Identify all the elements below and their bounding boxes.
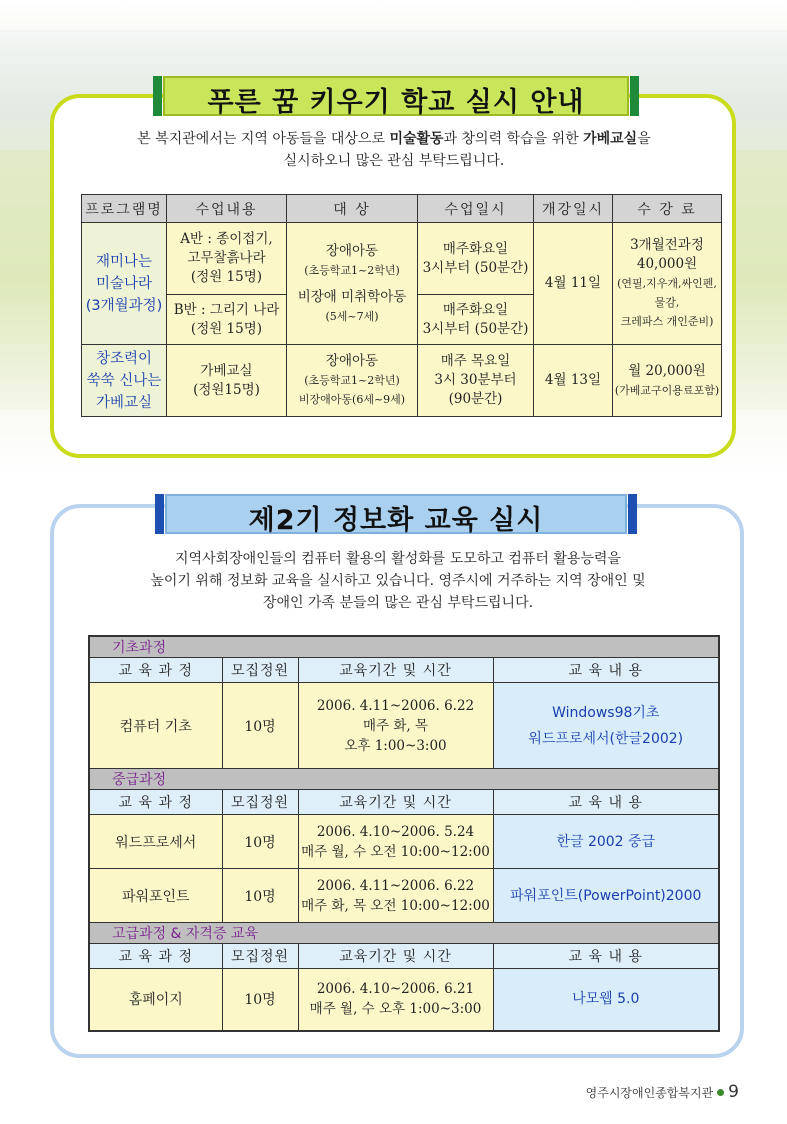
fee-line: (가베교구이용료포함) [614, 383, 720, 397]
intro-text: 지역사회장애인들의 컴퓨터 활용의 활성화를 도모하고 컴퓨터 활용능력을 [175, 551, 621, 567]
program-name [82, 345, 167, 417]
time-cell [418, 223, 534, 295]
header-cell: 교육기간 및 시간 [298, 658, 493, 683]
footer-org: 영주시장애인종합복지관 [585, 1086, 714, 1100]
bullet-dot-icon [717, 1089, 724, 1096]
content-line: Windows98기초 [552, 704, 660, 721]
program-name-line: 쑥쑥 신나는 [86, 372, 162, 389]
header-cell: 교 육 내 용 [493, 790, 719, 815]
period-line: 2006. 4.10~2006. 6.21 [316, 981, 475, 998]
program-name-line: 미술나라 [95, 275, 153, 292]
section1-title: 푸른 꿈 키우기 학교 실시 안내 [207, 87, 585, 118]
fee-line: 3개월전과정 [630, 237, 704, 253]
header-cell: 수 강 료 [613, 195, 722, 223]
table-header-row [89, 790, 719, 815]
intro-text: 실시하오니 많은 관심 부탁드립니다. [283, 153, 505, 169]
course-cell: 홈페이지 [89, 969, 222, 1031]
time-line: 매주 목요일 [440, 353, 511, 369]
intro-text: 장애인 가족 분들의 많은 관심 부탁드립니다. [262, 595, 534, 611]
target-line: 비장애 미취학아동 [297, 288, 407, 305]
title-tick-left [153, 76, 162, 116]
time-cell [418, 295, 534, 345]
content-line: 고무찰흙나라 [187, 250, 266, 266]
period-cell [298, 869, 493, 923]
course-cell: 파워포인트 [89, 869, 222, 923]
period-line: 매주 화, 목 [362, 717, 429, 734]
target-line: (5세~7세) [325, 309, 379, 323]
category-row-intermediate [89, 769, 719, 790]
content-cell [493, 869, 719, 923]
fee-line: 월 20,000원 [628, 362, 706, 379]
time-line: 매주화요일 [442, 301, 509, 318]
table-row [82, 345, 722, 417]
category-label: 중급과정 [89, 769, 719, 790]
intro-text: 을 [637, 131, 651, 147]
table-header-row [82, 195, 722, 223]
title-tick-right [630, 76, 639, 116]
intro-highlight: 미술활동 [389, 131, 444, 147]
header-cell: 모집정원 [222, 944, 298, 969]
table-row [82, 223, 722, 295]
category-label: 기초과정 [89, 636, 719, 658]
course-cell: 워드프로세서 [89, 815, 222, 869]
content-line: 한글 2002 중급 [556, 833, 656, 850]
program-name [82, 223, 167, 345]
fee-cell [613, 345, 722, 417]
table-row [89, 869, 719, 923]
time-line: 3시부터 (50분간) [422, 320, 529, 337]
seats-cell: 10명 [222, 869, 298, 923]
target-cell [287, 345, 418, 417]
category-row-advanced [89, 923, 719, 944]
header-cell: 교 육 과 정 [89, 944, 222, 969]
header-cell: 대 상 [287, 195, 418, 223]
header-cell: 수업일시 [418, 195, 534, 223]
content-line: (정원15명) [193, 381, 260, 398]
start-cell: 4월 11일 [534, 223, 613, 345]
content-line: 워드프로세서(한글2002) [528, 730, 684, 747]
content-line: 가베교실 [200, 362, 253, 379]
header-cell: 교 육 과 정 [89, 790, 222, 815]
target-line: 장애아동 [325, 353, 379, 369]
period-cell [298, 969, 493, 1031]
content-line: (정원 15명) [190, 269, 263, 285]
time-line: 매주화요일 [442, 240, 509, 257]
fee-cell [613, 223, 722, 345]
time-line: (90분간) [448, 391, 503, 407]
title-tick-right [628, 494, 637, 534]
period-line: 2006. 4.11~2006. 6.22 [316, 697, 475, 714]
table-row [89, 815, 719, 869]
header-cell: 교육기간 및 시간 [298, 944, 493, 969]
time-line: 3시 30분부터 [434, 372, 517, 388]
title-tick-left [155, 494, 164, 534]
category-row-basic [89, 636, 719, 658]
header-cell: 모집정원 [222, 790, 298, 815]
time-line: 3시부터 (50분간) [422, 259, 529, 276]
content-cell [493, 815, 719, 869]
header-cell: 교육기간 및 시간 [298, 790, 493, 815]
header-cell: 수업내용 [167, 195, 287, 223]
target-line: 장애아동 [325, 242, 379, 259]
seats-cell: 10명 [222, 815, 298, 869]
period-line: 오후 1:00~3:00 [344, 737, 447, 754]
target-cell [287, 223, 418, 345]
header-cell: 프로그램명 [82, 195, 167, 223]
course-cell: 컴퓨터 기초 [89, 683, 222, 769]
header-cell: 개강일시 [534, 195, 613, 223]
fee-line: (연필,지우개,싸인펜, 물감, [617, 277, 717, 309]
category-label: 고급과정 & 자격증 교육 [89, 923, 719, 944]
start-cell: 4월 13일 [534, 345, 613, 417]
content-line: B반 : 그리기 나라 [173, 301, 280, 318]
period-line: 2006. 4.10~2006. 5.24 [316, 823, 475, 840]
page-number: 9 [728, 1082, 739, 1102]
section1-title-bar [163, 76, 629, 116]
target-line: (초등학교1~2학년) [304, 263, 400, 277]
program-name-line: 재미나는 [95, 253, 153, 270]
target-line: (초등학교1~2학년) [304, 374, 400, 387]
content-line: A반 : 종이접기, [180, 231, 273, 247]
content-line: 나모웹 5.0 [572, 991, 640, 1008]
page-footer [586, 1082, 739, 1102]
period-line: 매주 화, 목 오전 10:00~12:00 [301, 897, 490, 914]
table-header-row [89, 658, 719, 683]
fee-line: 크레파스 개인준비) [620, 315, 714, 328]
intro-highlight: 가베교실 [583, 131, 638, 147]
header-cell: 교 육 내 용 [493, 658, 719, 683]
content-cell [167, 295, 287, 345]
intro-text: 높이기 위해 정보화 교육을 실시하고 있습니다. 영주시에 거주하는 지역 장애인 및 [150, 573, 646, 589]
section2-intro [60, 548, 736, 614]
seats-cell: 10명 [222, 969, 298, 1031]
header-cell: 교 육 내 용 [493, 944, 719, 969]
table-header-row [89, 944, 719, 969]
time-cell [418, 345, 534, 417]
section1-intro [60, 128, 728, 172]
table-row [89, 683, 719, 769]
program-name-line: 창조력이 [95, 350, 153, 367]
section2-title-bar [165, 494, 627, 534]
program-name-line: (3개월과정) [85, 297, 163, 314]
fee-line: 40,000원 [636, 256, 698, 272]
content-cell [493, 969, 719, 1031]
period-cell [298, 815, 493, 869]
seats-cell: 10명 [222, 683, 298, 769]
intro-text: 본 복지관에서는 지역 아동들을 대상으로 [137, 131, 390, 147]
table-row [89, 969, 719, 1031]
program-table [81, 194, 722, 417]
content-cell [167, 223, 287, 295]
header-cell: 교 육 과 정 [89, 658, 222, 683]
content-cell [167, 345, 287, 417]
content-cell [493, 683, 719, 769]
target-line: 비장애아동(6세~9세) [298, 393, 406, 406]
period-cell [298, 683, 493, 769]
period-line: 2006. 4.11~2006. 6.22 [316, 877, 475, 894]
period-line: 매주 월, 수 오전 10:00~12:00 [301, 843, 490, 860]
section2-title: 제2기 정보화 교육 실시 [248, 505, 544, 536]
program-name-line: 가베교실 [95, 394, 153, 411]
period-line: 매주 월, 수 오후 1:00~3:00 [309, 1001, 482, 1018]
education-table [88, 635, 720, 1032]
header-cell: 모집정원 [222, 658, 298, 683]
intro-text: 과 창의력 학습을 위한 [443, 131, 584, 147]
content-line: 파워포인트(PowerPoint)2000 [510, 887, 702, 904]
content-line: (정원 15명) [190, 320, 263, 337]
